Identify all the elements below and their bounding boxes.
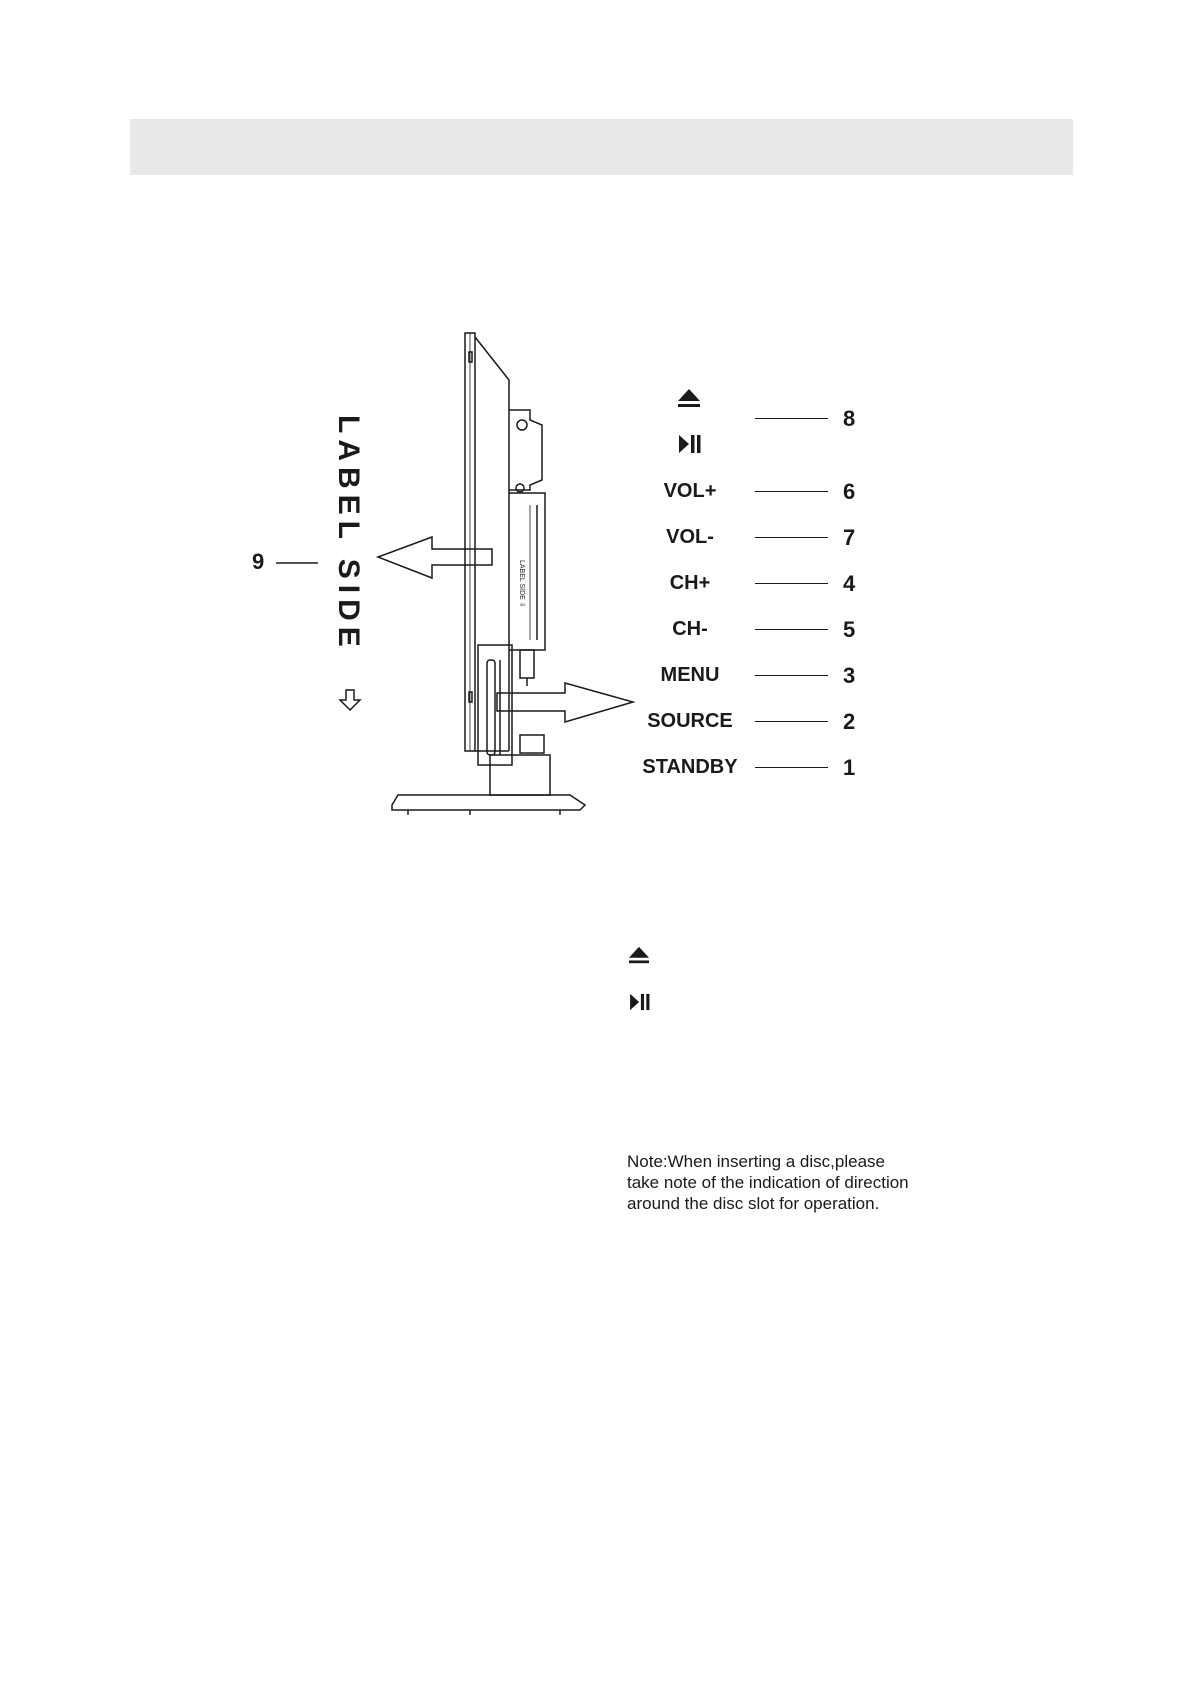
callout-number-5: 5 [843,617,856,642]
panel-indicator-top [469,352,472,362]
note-line-3: around the disc slot for operation. [627,1194,880,1213]
slot-label-text: LABEL SIDE ⇩ [518,560,525,608]
callout-number-3: 3 [843,663,856,688]
legend-play-pause-icon [629,993,651,1011]
leader-2 [755,721,828,722]
callout-number-1: 1 [843,755,856,780]
disc-slot-housing [509,493,545,650]
legend-eject-icon [627,945,651,965]
leader-7 [755,537,828,538]
label-ch-minus: CH- [672,618,708,640]
label-side-text: LABEL SIDE [332,415,365,653]
leader-1 [755,767,828,768]
label-standby: STANDBY [642,756,738,778]
leader-5 [755,629,828,630]
insert-disc-note [627,1151,967,1214]
note-line-1: Note:When inserting a disc,please [627,1152,885,1171]
leader-8 [755,418,828,419]
leader-6 [755,491,828,492]
callout-number-2: 2 [843,709,856,734]
panel-indicator-bottom [469,692,472,702]
callout-number-8: 8 [843,406,856,431]
callout-number-6: 6 [843,479,856,504]
callout-number-9: 9 [252,549,265,574]
direction-arrow-icon [340,690,360,710]
eject-icon [676,387,702,409]
tv-back-outline [475,337,509,751]
label-source: SOURCE [647,710,733,732]
label-vol-minus: VOL- [666,526,714,548]
callout-number-7: 7 [843,525,856,550]
note-line-2: take note of the indication of direction [627,1173,909,1192]
play-pause-icon [678,434,702,454]
label-menu: MENU [660,664,720,686]
leader-4 [755,583,828,584]
leader-3 [755,675,828,676]
label-vol-plus: VOL+ [663,480,717,502]
callout-number-4: 4 [843,571,856,596]
stand-neck [490,755,550,795]
stand-base [392,795,585,810]
label-ch-plus: CH+ [669,572,711,594]
